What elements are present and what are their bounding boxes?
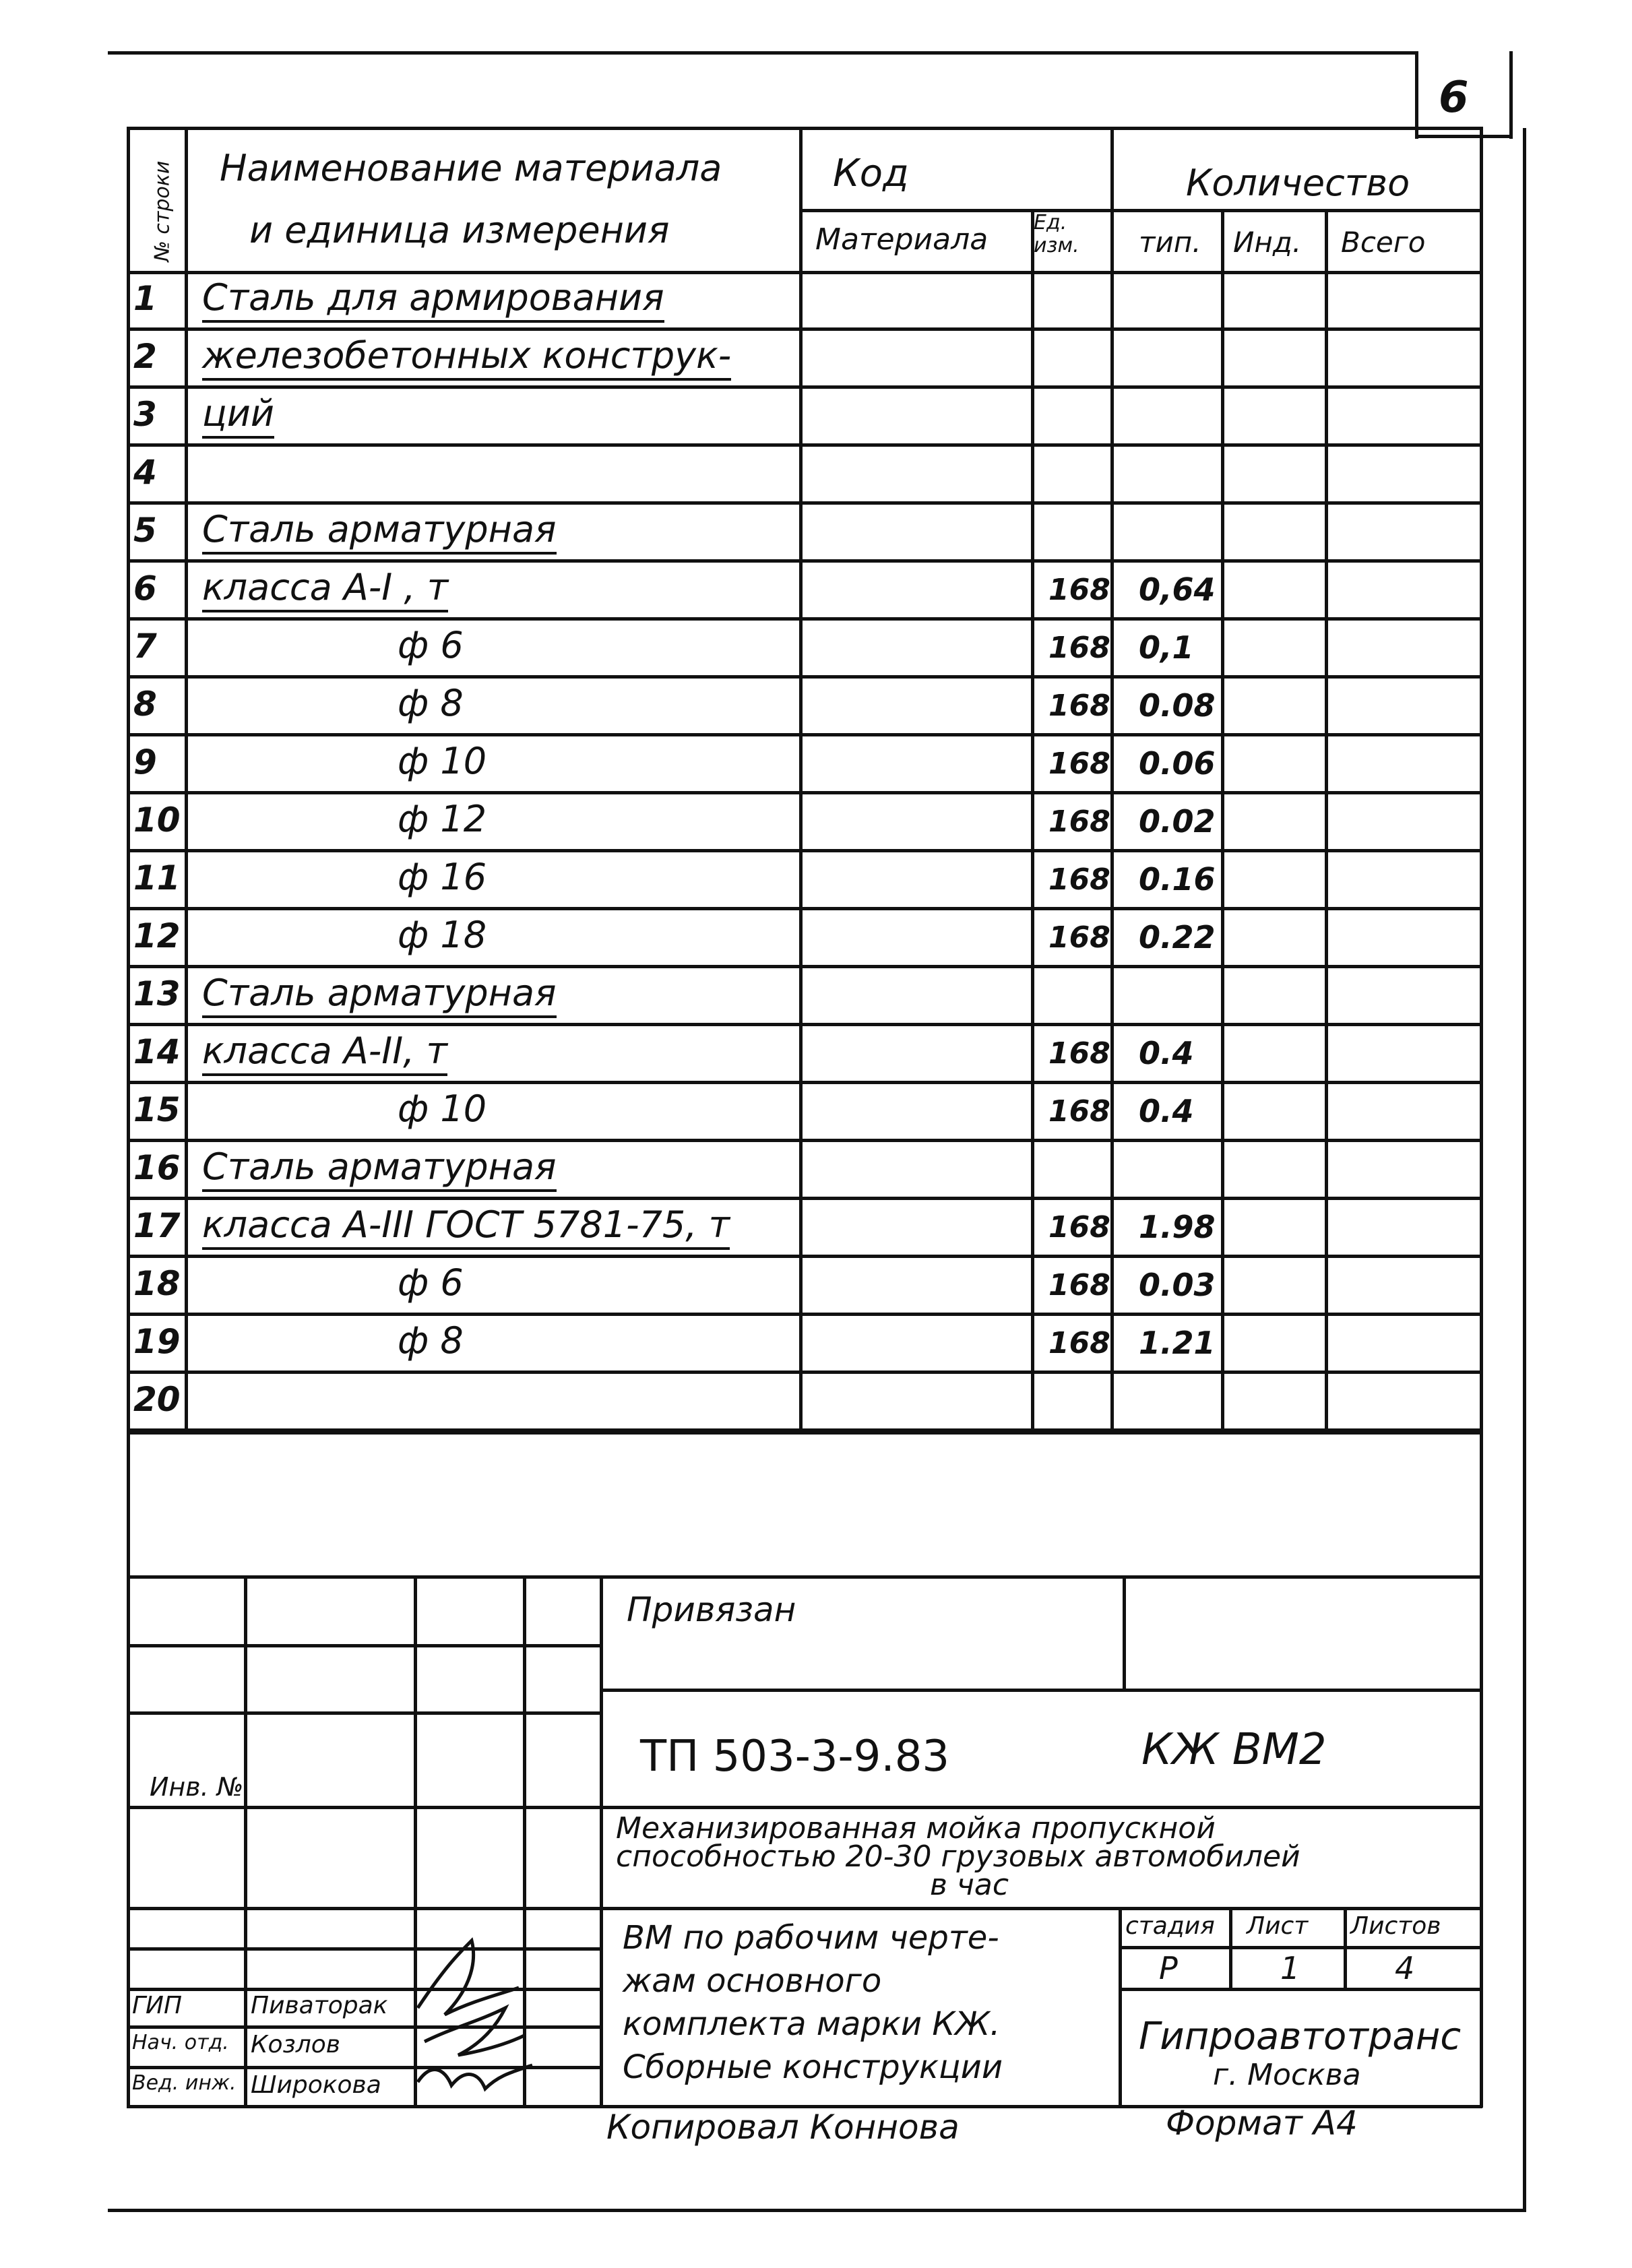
row-divider bbox=[127, 675, 1482, 679]
right-inner-line bbox=[1509, 51, 1513, 139]
row-unit-code: 168 bbox=[1048, 805, 1110, 839]
signer-name-2: Козлов bbox=[251, 2031, 340, 2058]
tb-main-left bbox=[600, 1575, 603, 2108]
inv-no-label: Инв. № bbox=[150, 1772, 244, 1802]
row-divider bbox=[127, 1023, 1482, 1026]
row-number: 13 bbox=[133, 974, 181, 1013]
doc-code: ТП 503-3-9.83 bbox=[640, 1732, 950, 1782]
header-row-number: № строки bbox=[150, 160, 175, 262]
privyazan-label: Привязан bbox=[627, 1590, 796, 1629]
signer-name-1: Пиваторак bbox=[251, 1992, 388, 2019]
row-material-name: Сталь арматурная bbox=[202, 508, 557, 555]
bottom-border-line bbox=[108, 2209, 1523, 2212]
row-number: 17 bbox=[133, 1206, 181, 1245]
row-material-name: ф 18 bbox=[398, 914, 487, 956]
row-divider bbox=[127, 1371, 1482, 1374]
sheet-title-line3: комплекта марки КЖ. bbox=[623, 2005, 1001, 2043]
sheet-number: 6 bbox=[1439, 73, 1469, 123]
sheet-title-line1: ВМ по рабочим черте- bbox=[623, 1919, 999, 1957]
row-unit-code: 168 bbox=[1048, 631, 1110, 665]
header-quantity: Количество bbox=[1186, 162, 1410, 204]
row-number: 9 bbox=[133, 743, 157, 782]
header-code-material: Материала bbox=[815, 222, 988, 257]
row-material-name: ф 6 bbox=[398, 1261, 464, 1304]
row-material-name: ф 8 bbox=[398, 682, 464, 724]
row-number: 12 bbox=[133, 916, 181, 955]
project-title-line1: Механизированная мойка пропускной bbox=[616, 1811, 1216, 1846]
row-divider bbox=[127, 965, 1482, 968]
row-material-name: класса А-III ГОСТ 5781-75, т bbox=[202, 1203, 730, 1250]
row-quantity-typical: 1.98 bbox=[1139, 1209, 1216, 1245]
org-city: г. Москва bbox=[1213, 2058, 1361, 2092]
title-block-top-line bbox=[127, 1575, 1482, 1579]
org-name: Гипроавтотранс bbox=[1139, 2015, 1462, 2058]
sheets-label: Листов bbox=[1350, 1912, 1441, 1940]
row-number: 11 bbox=[133, 858, 181, 897]
col-line-name bbox=[799, 127, 803, 1434]
tb-row-code-bottom bbox=[600, 1806, 1482, 1809]
header-qty-typical: тип. bbox=[1139, 226, 1201, 259]
row-number: 1 bbox=[133, 279, 157, 318]
row-quantity-typical: 0.4 bbox=[1139, 1093, 1194, 1129]
row-divider bbox=[127, 385, 1482, 389]
row-divider bbox=[127, 1139, 1482, 1142]
row-material-name: ций bbox=[202, 392, 274, 439]
header-code: Код bbox=[833, 152, 909, 195]
row-material-name: ф 10 bbox=[398, 740, 487, 782]
row-material-name: Сталь арматурная bbox=[202, 1145, 557, 1192]
tb-row-privyazan-bottom bbox=[600, 1689, 1482, 1692]
header-bottom-line bbox=[127, 271, 1482, 274]
sheet-title-line4: Сборные конструкции bbox=[623, 2048, 1003, 2086]
signer-role-1: ГИП bbox=[132, 1992, 183, 2019]
row-number: 20 bbox=[133, 1380, 181, 1419]
row-number: 15 bbox=[133, 1090, 181, 1129]
stage-value: Р bbox=[1159, 1950, 1178, 1986]
row-number: 4 bbox=[133, 453, 157, 492]
top-border-line bbox=[108, 51, 1415, 55]
tb-sheets-left bbox=[1344, 1907, 1347, 1988]
row-number: 3 bbox=[133, 395, 157, 434]
sheet-number-box-left bbox=[1415, 51, 1418, 139]
tb-left-row4 bbox=[127, 1907, 600, 1910]
row-quantity-typical: 0.03 bbox=[1139, 1267, 1216, 1303]
row-unit-code: 168 bbox=[1048, 862, 1110, 897]
tb-stage-bottom bbox=[1119, 1988, 1482, 1991]
header-mid-line bbox=[799, 209, 1481, 212]
tb-stage-left bbox=[1119, 1907, 1122, 2108]
row-unit-code: 168 bbox=[1048, 747, 1110, 781]
row-number: 10 bbox=[133, 800, 181, 840]
col-line-code bbox=[1031, 209, 1034, 1434]
project-title-line2: способностью 20-30 грузовых автомобилей bbox=[616, 1839, 1300, 1874]
sheet-label: Лист bbox=[1247, 1912, 1309, 1940]
row-divider bbox=[127, 1081, 1482, 1084]
format-label: Формат А4 bbox=[1166, 2104, 1358, 2143]
col-line-ind bbox=[1325, 209, 1328, 1434]
row-material-name: ф 8 bbox=[398, 1319, 464, 1362]
row-unit-code: 168 bbox=[1048, 1036, 1110, 1071]
row-number: 19 bbox=[133, 1322, 181, 1361]
header-code-unit: Ед. изм. bbox=[1034, 211, 1079, 257]
table-top-line bbox=[127, 127, 1482, 130]
table-right-line bbox=[1480, 127, 1483, 2108]
tb-sheet-left bbox=[1229, 1907, 1232, 1988]
row-unit-code: 168 bbox=[1048, 1268, 1110, 1302]
tb-left-row2 bbox=[127, 1711, 600, 1715]
row-divider bbox=[127, 1197, 1482, 1200]
row-number: 18 bbox=[133, 1264, 181, 1303]
header-qty-total: Всего bbox=[1341, 226, 1426, 259]
row-divider bbox=[127, 501, 1482, 505]
row-divider bbox=[127, 559, 1482, 563]
handwritten-signatures bbox=[404, 1927, 539, 2102]
row-unit-code: 168 bbox=[1048, 689, 1110, 723]
col-line-typ bbox=[1221, 209, 1224, 1434]
row-unit-code: 168 bbox=[1048, 1210, 1110, 1245]
row-divider bbox=[127, 443, 1482, 447]
row-divider bbox=[127, 791, 1482, 794]
row-number: 2 bbox=[133, 337, 157, 376]
row-divider bbox=[127, 1255, 1482, 1258]
project-title-line3: в час bbox=[930, 1868, 1009, 1902]
row-quantity-typical: 0,1 bbox=[1139, 629, 1194, 666]
row-material-name: Сталь арматурная bbox=[202, 972, 557, 1018]
header-material-name-line2: и единица измерения bbox=[249, 209, 670, 251]
row-unit-code: 168 bbox=[1048, 1094, 1110, 1129]
tb-left-row3 bbox=[127, 1806, 600, 1809]
header-qty-individual: Инд. bbox=[1233, 226, 1302, 259]
col-line-unit bbox=[1110, 127, 1114, 1434]
row-material-name: ф 6 bbox=[398, 624, 464, 666]
row-divider bbox=[127, 733, 1482, 736]
signer-role-3: Вед. инж. bbox=[132, 2071, 237, 2095]
row-divider bbox=[127, 907, 1482, 910]
sheet-title-line2: жам основного bbox=[623, 1962, 882, 2000]
row-quantity-typical: 0,64 bbox=[1139, 571, 1216, 608]
row-material-name: ф 12 bbox=[398, 798, 487, 840]
row-material-name: ф 10 bbox=[398, 1088, 487, 1130]
header-material-name: Наименование материала bbox=[220, 147, 722, 189]
row-quantity-typical: 1.21 bbox=[1139, 1325, 1216, 1361]
row-quantity-typical: 0.16 bbox=[1139, 861, 1216, 897]
row-number: 16 bbox=[133, 1148, 181, 1187]
row-quantity-typical: 0.22 bbox=[1139, 919, 1216, 955]
table-left-line bbox=[127, 127, 130, 2108]
stage-label: стадия bbox=[1125, 1912, 1215, 1940]
row-unit-code: 168 bbox=[1048, 1326, 1110, 1360]
tb-privyazan-right bbox=[1123, 1575, 1126, 1689]
row-number: 8 bbox=[133, 685, 157, 724]
doc-mark: КЖ ВМ2 bbox=[1141, 1725, 1327, 1775]
rows-bottom-line bbox=[127, 1431, 1482, 1435]
row-material-name: железобетонных конструк- bbox=[202, 334, 731, 381]
row-material-name: Сталь для армирования bbox=[202, 276, 664, 323]
sheet-value: 1 bbox=[1280, 1950, 1300, 1986]
row-unit-code: 168 bbox=[1048, 573, 1110, 607]
tb-stage-mid bbox=[1119, 1946, 1482, 1949]
tb-row-project-bottom bbox=[600, 1907, 1482, 1910]
row-material-name: класса А-II, т bbox=[202, 1030, 447, 1076]
row-quantity-typical: 0.02 bbox=[1139, 803, 1216, 840]
row-number: 5 bbox=[133, 511, 157, 550]
row-quantity-typical: 0.06 bbox=[1139, 745, 1216, 782]
signer-role-2: Нач. отд. bbox=[132, 2031, 229, 2054]
row-number: 6 bbox=[133, 569, 157, 608]
row-material-name: ф 16 bbox=[398, 856, 487, 898]
row-unit-code: 168 bbox=[1048, 920, 1110, 955]
row-divider bbox=[127, 849, 1482, 852]
sheet-number-box-bottom bbox=[1415, 135, 1513, 138]
row-quantity-typical: 0.08 bbox=[1139, 687, 1216, 724]
row-divider bbox=[127, 1313, 1482, 1316]
row-quantity-typical: 0.4 bbox=[1139, 1035, 1194, 1071]
row-number: 14 bbox=[133, 1032, 181, 1071]
sheets-value: 4 bbox=[1395, 1950, 1415, 1986]
right-frame-line bbox=[1523, 128, 1526, 2212]
tb-left-row1 bbox=[127, 1644, 600, 1647]
row-material-name: класса А-I , т bbox=[202, 566, 448, 612]
row-divider bbox=[127, 617, 1482, 621]
row-number: 7 bbox=[133, 627, 157, 666]
col-line-num bbox=[185, 127, 188, 1434]
signer-name-3: Широкова bbox=[251, 2071, 381, 2099]
copied-by: Копировал Коннова bbox=[606, 2108, 960, 2147]
row-divider bbox=[127, 327, 1482, 331]
